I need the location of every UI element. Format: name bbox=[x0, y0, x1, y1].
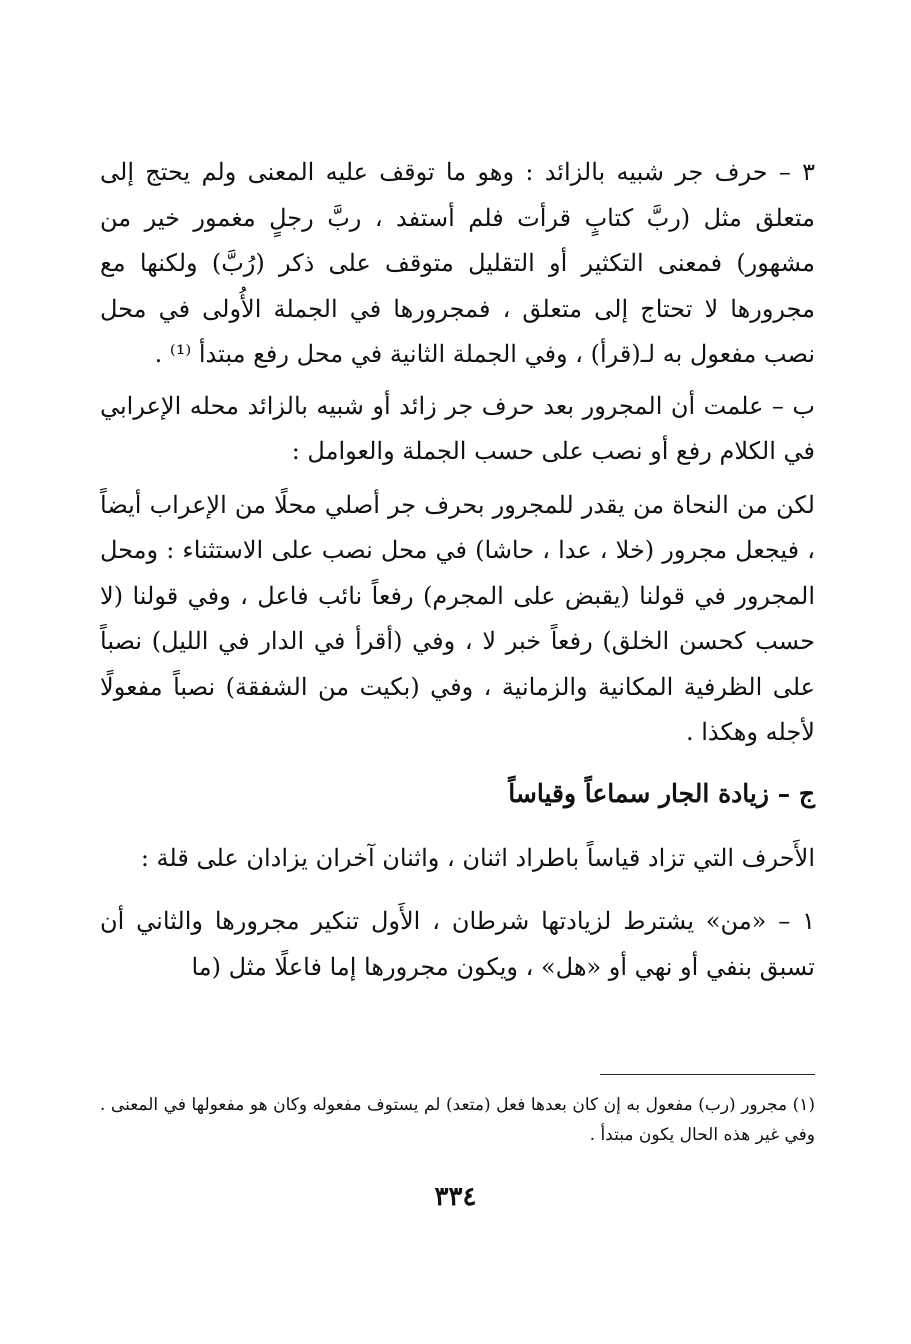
page-number: ٣٣٤ bbox=[434, 1182, 477, 1212]
paragraph-3: لكن من النحاة من يقدر للمجرور بحرف جر أصلي محلًا من الإعراب أيضاً ، فيجعل مجرور (خلا ، عدا ، حاشا) في محل نصب على الاستثناء : ومحل المجرور في قولنا (يقبض على المجرم) رفعاً نائب فاعل ، وفي قولنا (لا حسب كحسن الخلق) رفعاً خبر لا ، وفي (أقرأ في الدار في الليل) نصباً على الظرفية المكانية والزمانية ، وفي (بكيت من الشفقة) نصباً مفعولًا لأجله وهكذا . bbox=[100, 490, 815, 746]
paragraph-1: ٣ – حرف جر شبيه بالزائد : وهو ما توقف عليه المعنى ولم يحتج إلى متعلق مثل (ربَّ كتابٍ قرأت فلم أستفد ، ربَّ رجلٍ مغمور خير من مشهور) فمعنى التكثير أو التقليل متوقف على ذكر (رُبَّ) ولكنها مع مجرورها لا تحتاج إلى متعلق ، فمجرورها في الجملة الأُولى في محل نصب مفعول به لـ(قرأ) ، وفي الجملة الثانية في محل رفع مبتدأ ⁽¹⁾ . bbox=[100, 158, 815, 368]
paragraph-4: الأَحرف التي تزاد قياساً باطراد اثنان ، واثنان آخران يزادان على قلة : bbox=[140, 843, 815, 872]
main-text bbox=[100, 150, 815, 990]
section-heading: ج – زيادة الجار سماعاً وقياساً bbox=[508, 778, 815, 808]
paragraph-2: ب – علمت أن المجرور بعد حرف جر زائد أو شبيه بالزائد محله الإعرابي في الكلام رفع أو نصب على حسب الجملة والعوامل : bbox=[100, 391, 815, 465]
paragraph-5: ١ – «من» يشترط لزيادتها شرطان ، الأَول تنكير مجرورها والثاني أن تسبق بنفي أو نهي أو «هل» ، ويكون مجرورها إما فاعلًا مثل (ما bbox=[100, 907, 815, 981]
footnote: (١) مجرور (رب) مفعول به إن كان بعدها فعل (متعد) لم يستوف مفعوله وكان هو مفعولها في المعنى . وفي غير هذه الحال يكون مبتدأ . bbox=[100, 1095, 815, 1145]
footnote-divider bbox=[600, 1074, 815, 1075]
